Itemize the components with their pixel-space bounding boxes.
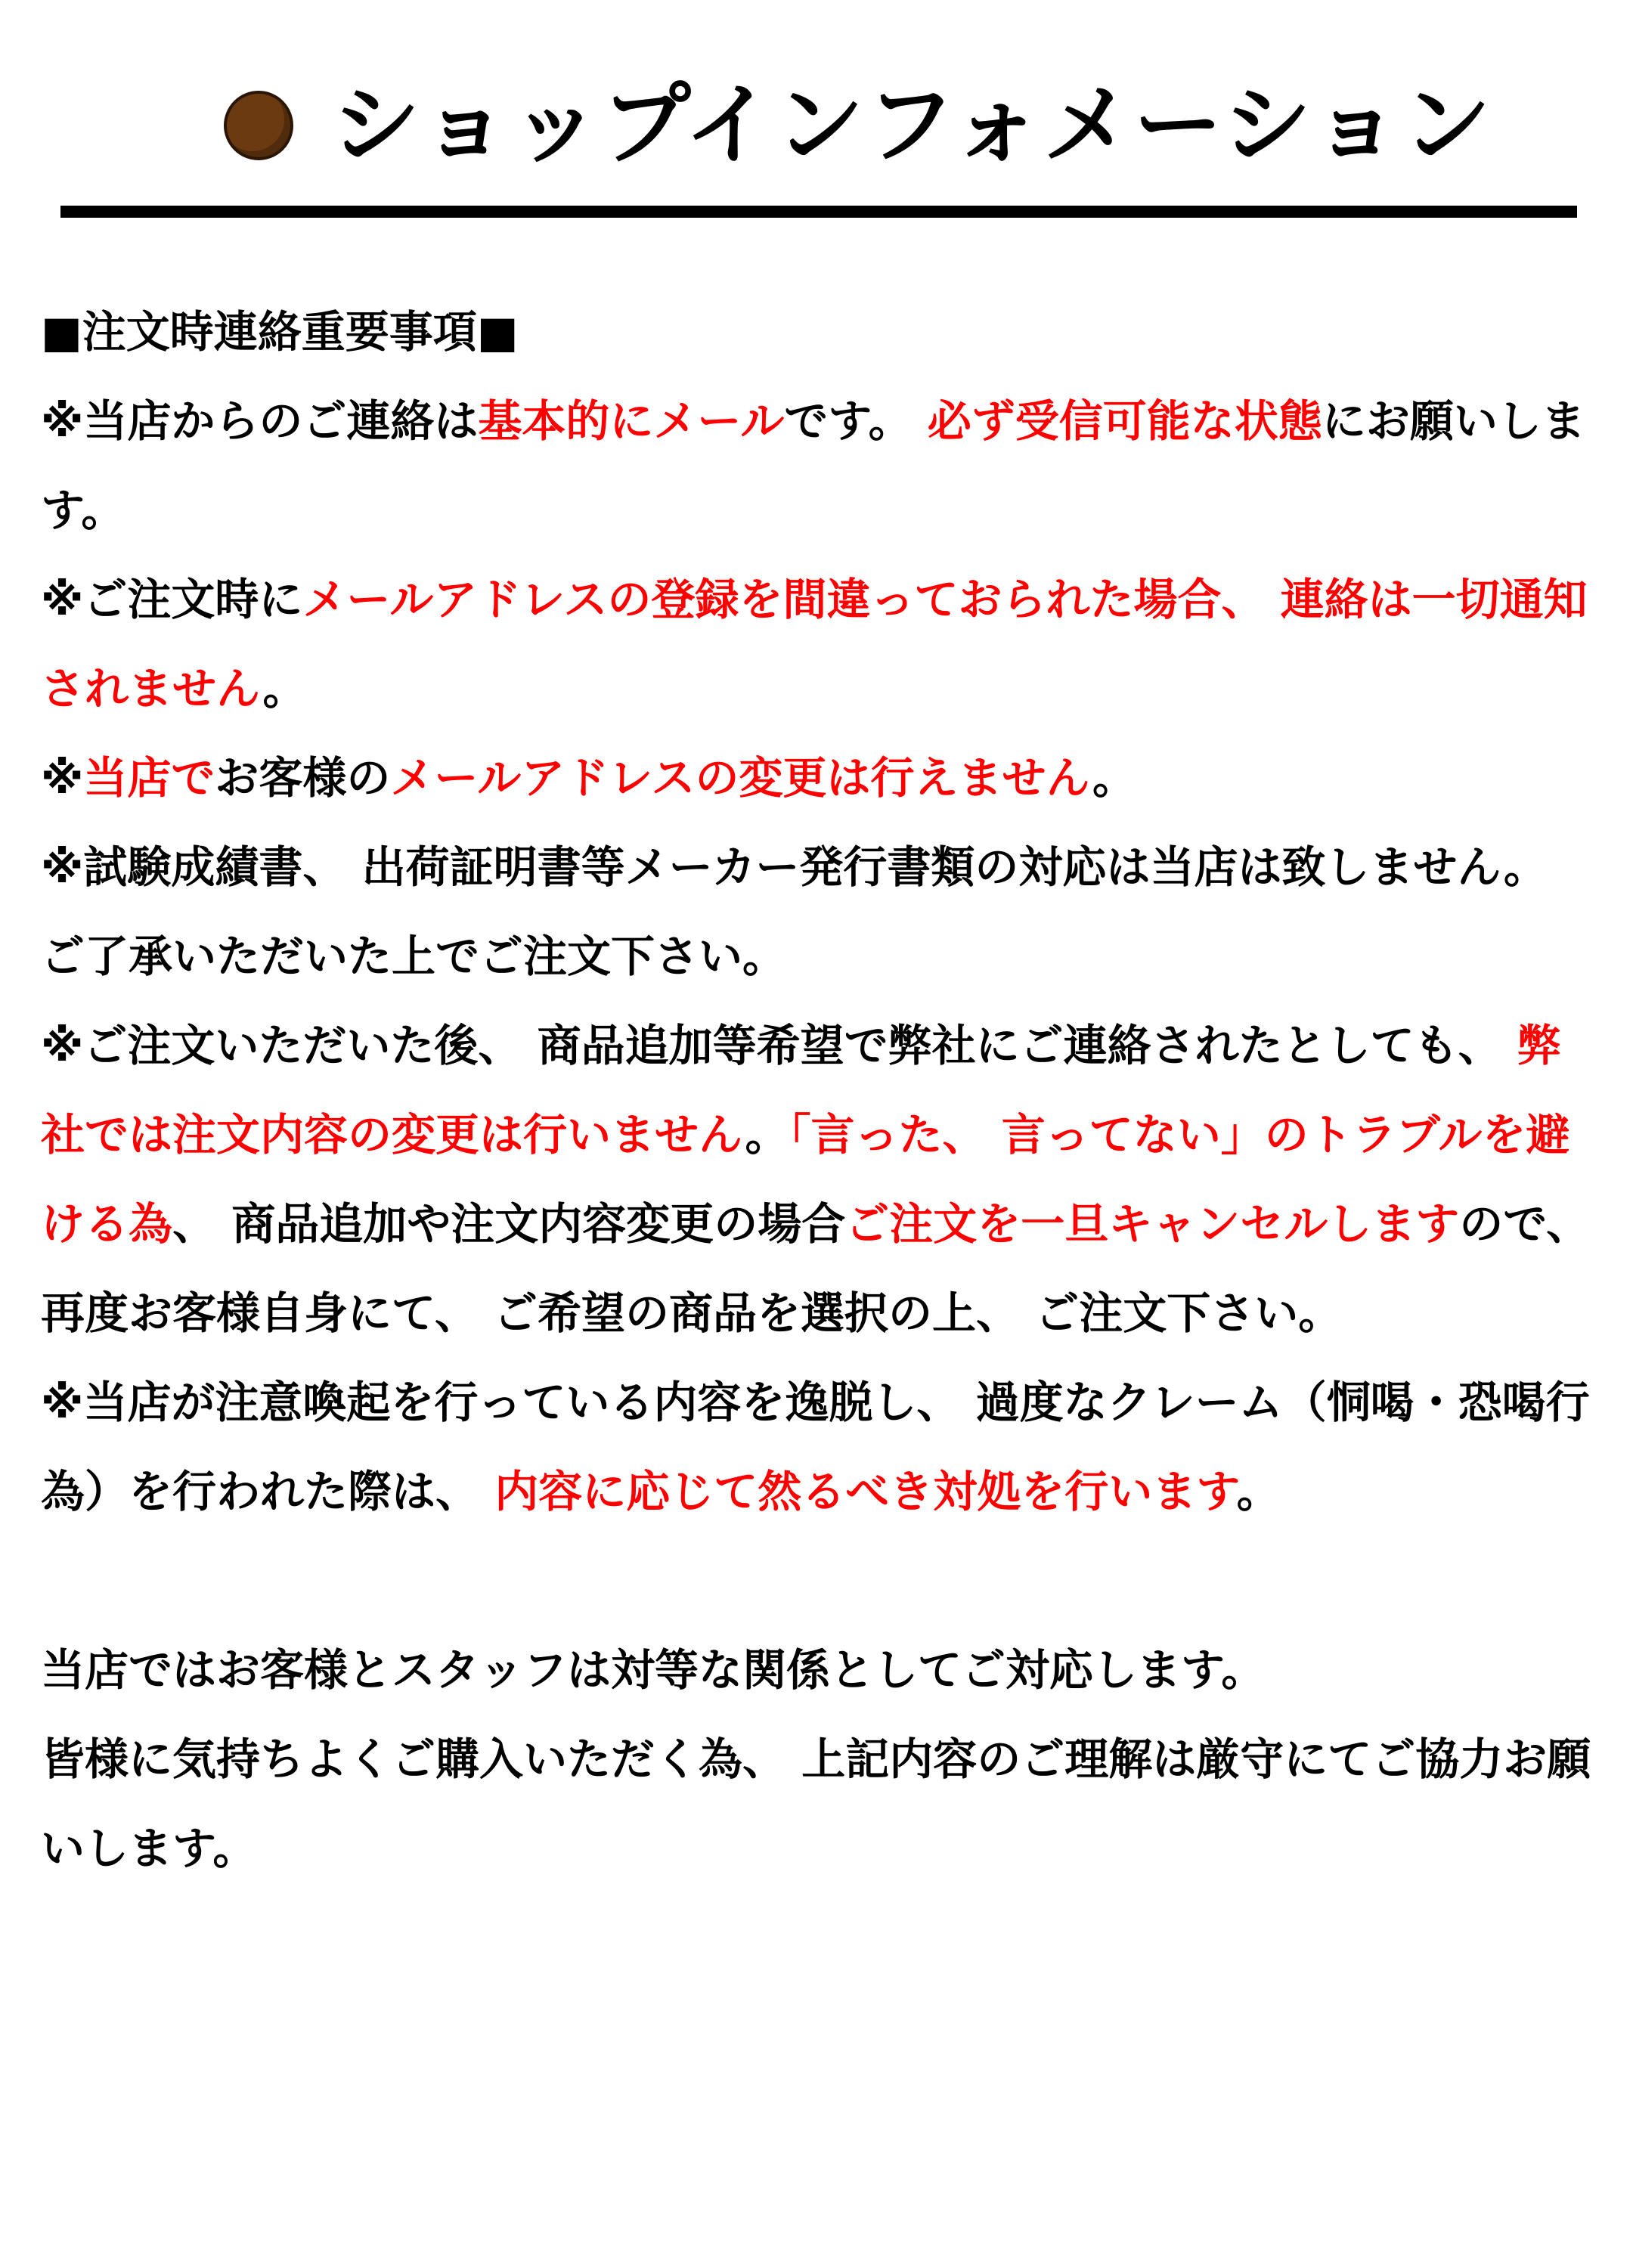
notice-item <box>41 733 1598 823</box>
notice-text: です。 <box>784 395 928 447</box>
closing-line: 皆様に気持ちよくご購入いただく為、 上記内容のご理解は厳守にてご協力お願いします。 <box>41 1734 1591 1874</box>
notice-item <box>41 1358 1598 1536</box>
notice-heading: ■注文時連絡重要事項■ <box>41 306 519 358</box>
notice-item <box>41 376 1598 555</box>
paragraph-spacer <box>41 1536 1598 1625</box>
notice-text: 。 <box>262 663 307 714</box>
emphasis-text: 基本的にメール <box>478 395 785 447</box>
emphasis-text: 必ず受信可能な状態 <box>927 395 1322 447</box>
page-header <box>0 68 1633 181</box>
emphasis-text: 当店で <box>83 752 215 804</box>
notice-text: ※ご注文いただいた後、 商品追加等希望で弊社にご連絡されたとしても、 <box>41 1020 1517 1071</box>
notice-text: ※当店が注意喚起を行っている内容を逸脱し、 過度なクレーム（恫喝・恐喝行為）を行われた際は、 <box>41 1377 1590 1517</box>
notice-body <box>41 287 1598 1893</box>
emphasis-text: ご注文を一旦キャンセルします <box>845 1198 1460 1250</box>
notice-text: 、 商品追加や注文内容変更の場合 <box>172 1198 846 1250</box>
notice-text: 。 <box>745 1109 789 1160</box>
notice-text: ※試験成績書、 出荷証明書等メーカー発行書類の対応は当店は致しません。 ご了承いただいた上でご注文下さい。 <box>41 841 1548 982</box>
title-divider <box>60 206 1577 218</box>
brown-circle-icon <box>224 91 293 160</box>
notice-text: ※当店からのご連絡は <box>41 395 479 447</box>
closing-line: 当店ではお客様とスタッフは対等な関係としてご対応します。 <box>41 1644 1266 1696</box>
emphasis-text: 内容に応じて然るべき対処を行います <box>494 1466 1237 1517</box>
notice-text: ※ <box>41 752 84 804</box>
emphasis-text: メールアドレスの登録を間違っておられた場合、 連絡は一切通知されません <box>41 574 1588 714</box>
notice-text: ので、 再度お客様自身にて、 ご希望の商品を選択の上、 ご注文下さい。 <box>41 1198 1591 1339</box>
page-title: ショップインフォメーション <box>331 73 1493 177</box>
notice-item <box>41 555 1598 733</box>
emphasis-text: 「言った、 言ってない」のトラブルを避ける為 <box>41 1109 1570 1250</box>
notice-item <box>41 1001 1598 1358</box>
notice-text: お客様の <box>215 752 391 804</box>
notice-item <box>41 823 1598 1001</box>
notice-text: 。 <box>1092 752 1137 804</box>
notice-text: ※ご注文時に <box>41 574 303 625</box>
emphasis-text: メールアドレスの変更は行えません <box>390 752 1093 804</box>
emphasis-text: 弊社では注文内容の変更は行いません <box>41 1020 1561 1160</box>
notice-text: にお願いします。 <box>41 395 1585 536</box>
notice-text: 。 <box>1236 1466 1281 1517</box>
notice-list <box>41 376 1598 1536</box>
closing-message <box>41 1625 1598 1893</box>
